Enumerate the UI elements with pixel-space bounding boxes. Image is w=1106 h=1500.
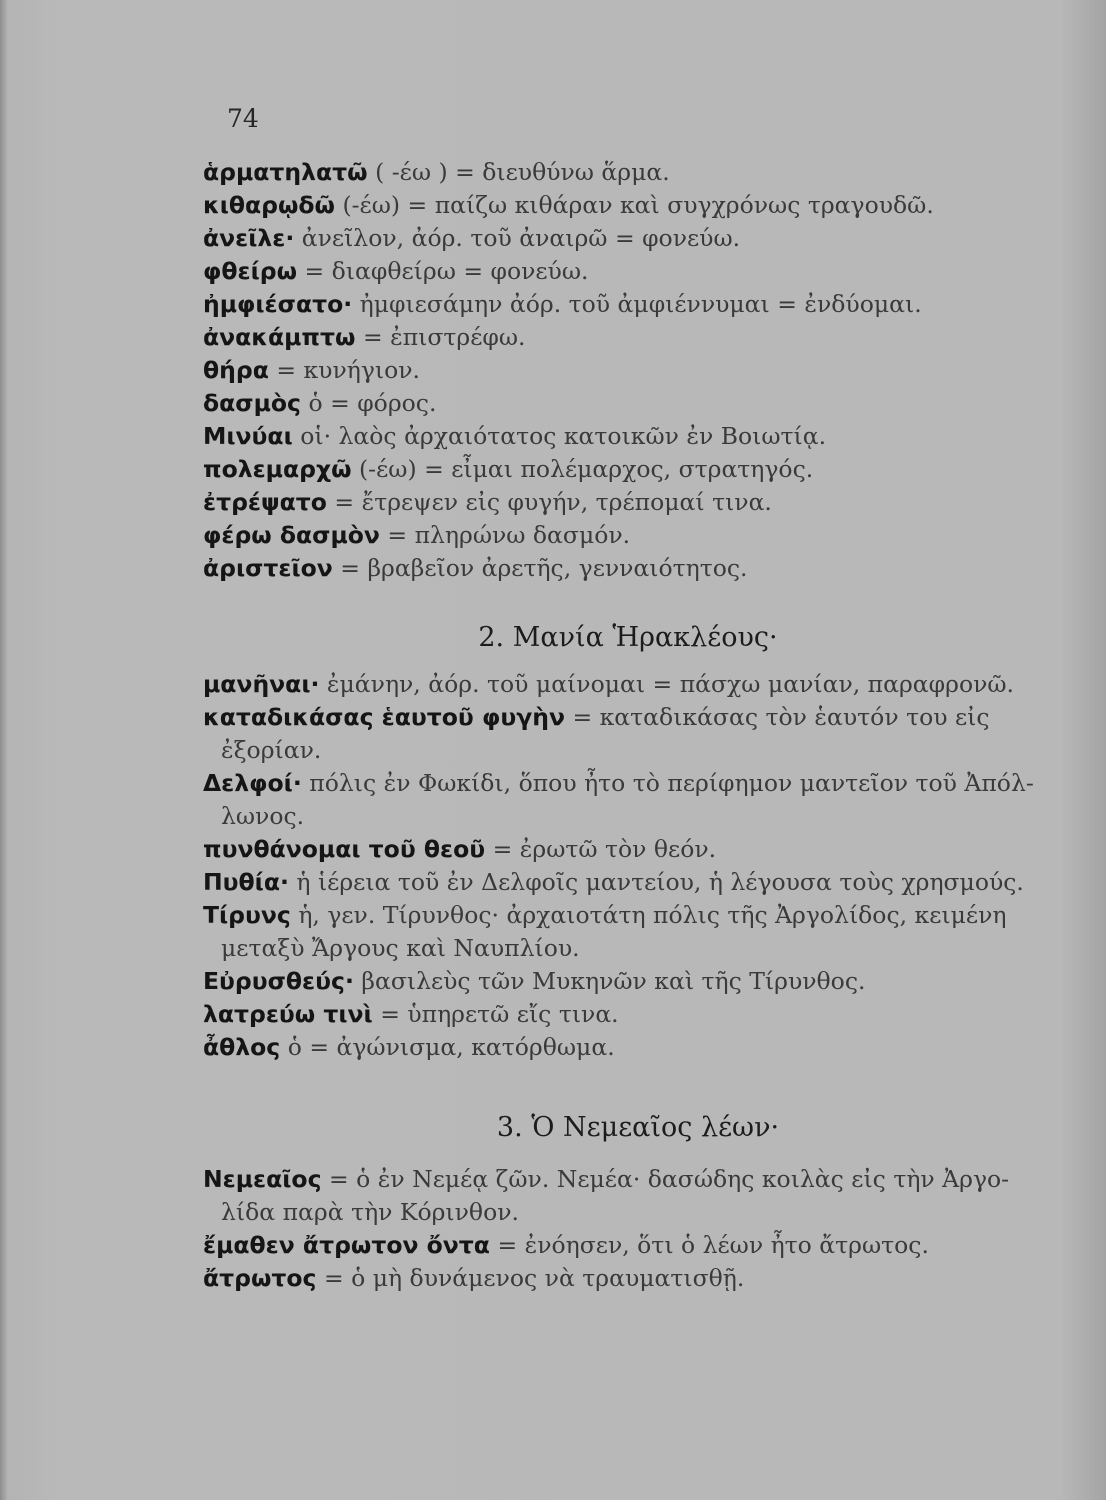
glossary-entry <box>203 1229 1088 1262</box>
definition-continued: λίδα παρὰ τὴν Κόρινθον. <box>221 1198 519 1226</box>
headword: ἀριστεῖον <box>203 554 333 582</box>
glossary-entry <box>203 767 1088 800</box>
definition: ( -έω ) = διευθύνω ἅρμα. <box>375 158 670 186</box>
glossary-entry <box>203 899 1088 932</box>
definition: (-έω) = παίζω κιθάραν καὶ συγχρόνως τραγουδῶ. <box>342 191 934 219</box>
glossary-entry <box>203 420 1088 453</box>
headword: μανῆναι· <box>203 670 320 698</box>
definition: ἡ ἱέρεια τοῦ ἐν Δελφοῖς μαντείου, ἡ λέγουσα τοὺς χρησμούς. <box>296 868 1024 896</box>
definition: = κυνήγιον. <box>276 356 420 384</box>
headword: ἐτρέψατο <box>203 488 327 516</box>
definition: ἀνεῖλον, ἀόρ. τοῦ ἀναιρῶ = φονεύω. <box>301 224 741 252</box>
glossary-entry <box>203 189 1088 222</box>
glossary-entry <box>203 321 1088 354</box>
definition: οἱ· λαὸς ἀρχαιότατος κατοικῶν ἐν Βοιωτίᾳ. <box>300 422 827 450</box>
section-2-heading: 2. Μανία Ἡρακλέους· <box>478 622 778 653</box>
glossary-entry <box>203 1031 1088 1064</box>
definition: = διαφθείρω = φονεύω. <box>304 257 589 285</box>
glossary-entry <box>203 866 1088 899</box>
definition: = ἐπιστρέφω. <box>362 323 526 351</box>
glossary-entry <box>203 668 1088 701</box>
headword: καταδικάσας ἑαυτοῦ φυγὴν <box>203 703 565 731</box>
definition: ἡ, γεν. Τίρυνθος· ἀρχαιοτάτη πόλις τῆς Ἀργολίδος, κειμένη <box>298 901 1007 929</box>
definition-continued: μεταξὺ Ἄργους καὶ Ναυπλίου. <box>221 934 580 962</box>
definition: ἐμάνην, ἀόρ. τοῦ μαίνομαι = πάσχω μανίαν, παραφρονῶ. <box>326 670 1015 698</box>
headword: Μινύαι <box>203 422 293 450</box>
definition: = καταδικάσας τὸν ἑαυτόν του εἰς <box>572 703 990 731</box>
headword: Τίρυνς <box>203 901 291 929</box>
definition-continued: ἐξορίαν. <box>221 736 322 764</box>
definition: = ὁ ἐν Νεμέᾳ ζῶν. Νεμέα· δασώδης κοιλὰς εἰς τὴν Ἀργο- <box>328 1165 1010 1193</box>
glossary-continuation <box>203 800 1088 833</box>
headword: Νεμεαῖος <box>203 1165 322 1193</box>
headword: Δελφοί· <box>203 769 302 797</box>
headword: ἀνεῖλε· <box>203 224 295 252</box>
definition: = ὁ μὴ δυνάμενος νὰ τραυματισθῇ. <box>323 1264 745 1292</box>
headword: ἄτρωτος <box>203 1264 317 1292</box>
glossary-entry <box>203 486 1088 519</box>
glossary-section-3 <box>203 1163 1088 1295</box>
glossary-section-2 <box>203 668 1088 1064</box>
glossary-entry <box>203 255 1088 288</box>
headword: ἁρματηλατῶ <box>203 158 368 186</box>
definition: = ἐρωτῶ τὸν θεόν. <box>492 835 717 863</box>
glossary-entry <box>203 965 1088 998</box>
headword: κιθαρῳδῶ <box>203 191 335 219</box>
headword: πολεμαρχῶ <box>203 455 352 483</box>
definition-continued: λωνος. <box>221 802 305 830</box>
glossary-entry <box>203 833 1088 866</box>
glossary-entry <box>203 453 1088 486</box>
definition: ὁ = φόρος. <box>308 389 437 417</box>
definition: (-έω) = εἶμαι πολέμαρχος, στρατηγός. <box>359 455 814 483</box>
headword: θήρα <box>203 356 269 384</box>
headword: φθείρω <box>203 257 298 285</box>
headword: ἆθλος <box>203 1033 281 1061</box>
glossary-entry <box>203 998 1088 1031</box>
headword: λατρεύω τινὶ <box>203 1000 373 1028</box>
glossary-entry <box>203 1163 1088 1196</box>
glossary-entry <box>203 519 1088 552</box>
glossary-entry <box>203 701 1088 734</box>
definition: βασιλεὺς τῶν Μυκηνῶν καὶ τῆς Τίρυνθος. <box>361 967 866 995</box>
headword: Εὐρυσθεύς· <box>203 967 354 995</box>
definition: = βραβεῖον ἀρετῆς, γενναιότητος. <box>340 554 748 582</box>
glossary-entry <box>203 288 1088 321</box>
definition: ὁ = ἀγώνισμα, κατόρθωμα. <box>287 1033 615 1061</box>
headword: φέρω δασμὸν <box>203 521 380 549</box>
glossary-entry <box>203 222 1088 255</box>
glossary-continuation <box>203 734 1088 767</box>
definition: = ἔτρεψεν εἰς φυγήν, τρέπομαί τινα. <box>334 488 772 516</box>
headword: δασμὸς <box>203 389 301 417</box>
glossary-entry <box>203 156 1088 189</box>
headword: ἀνακάμπτω <box>203 323 356 351</box>
glossary-entry <box>203 354 1088 387</box>
glossary-section-1 <box>203 156 1088 585</box>
headword: πυνθάνομαι τοῦ θεοῦ <box>203 835 486 863</box>
definition: πόλις ἐν Φωκίδι, ὅπου ἦτο τὸ περίφημον μαντεῖον τοῦ Ἀπόλ- <box>309 769 1034 797</box>
section-3-heading: 3. Ὁ Νεμεαῖος λέων· <box>496 1112 780 1143</box>
headword: Πυθία· <box>203 868 289 896</box>
glossary-continuation <box>203 932 1088 965</box>
glossary-entry <box>203 1262 1088 1295</box>
glossary-entry <box>203 552 1088 585</box>
definition: = ἐνόησεν, ὅτι ὁ λέων ἦτο ἄτρωτος. <box>497 1231 929 1259</box>
definition: ἠμφιεσάμην ἀόρ. τοῦ ἀμφιέννυμαι = ἐνδύομαι. <box>359 290 922 318</box>
definition: = ὑπηρετῶ εἴς τινα. <box>380 1000 619 1028</box>
page-number: 74 <box>227 104 259 133</box>
headword: ἠμφιέσατο· <box>203 290 353 318</box>
glossary-continuation <box>203 1196 1088 1229</box>
headword: ἔμαθεν ἄτρωτον ὄντα <box>203 1231 490 1259</box>
glossary-entry <box>203 387 1088 420</box>
definition: = πληρώνω δασμόν. <box>387 521 631 549</box>
